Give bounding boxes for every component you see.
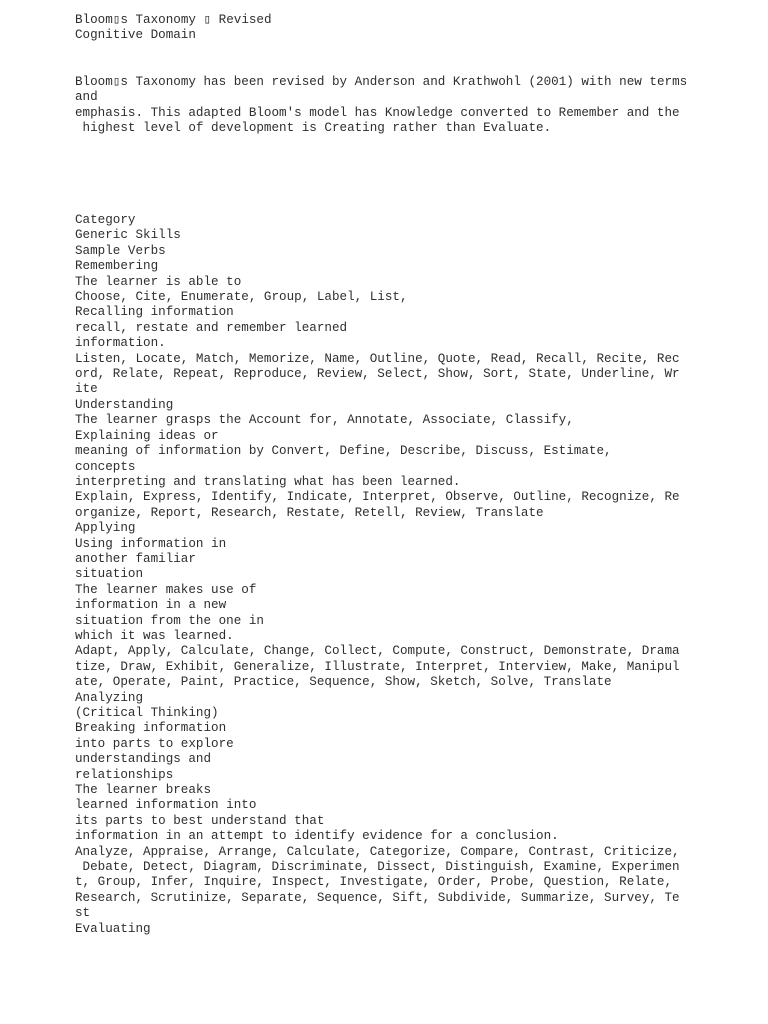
intro-paragraph: Bloom▯s Taxonomy has been revised by Anderson and Krathwohl (2001) with new terms and emphasis. This adapted Bloom's model has Knowledge converted to Remember and the highest level of development is Creating rather than Evaluate. (75, 75, 688, 136)
taxonomy-table-text: Category Generic Skills Sample Verbs Remembering The learner is able to Choose, Cite, Enumerate, Group, Label, List, Recalling information recall, restate and remember learned information. Listen, Locate, Match, Memorize, Name, Outline, Quote, Read, Recall, Recite, Rec ord, Relate, Repeat, Reproduce, Review, Select, Show, Sort, State, Underline, Wr ite Understanding The learner grasps the Account for, Annotate, Associate, Classify, Explaining ideas or meaning of information by Convert, Define, Describe, Discuss, Estimate, concepts interpreting and translating what has been learned. Explain, Express, Identify, Indicate, Interpret, Observe, Outline, Recognize, Re organize, Report, Research, Restate, Retell, Review, Translate Applying Using information in another familiar situation The learner makes use of information in a new situation from the one in which it was learned. Adapt, Apply, Calculate, Change, Collect, Compute, Construct, Demonstrate, Drama tize, Draw, Exhibit, Generalize, Illustrate, Interpret, Interview, Make, Manipul ate, Operate, Paint, Practice, Sequence, Show, Sketch, Solve, Translate Analyzing (Critical Thinking) Breaking information into parts to explore understandings and relationships The learner breaks learned information into its parts to best understand that information in an attempt to identify evidence for a conclusion. Analyze, Appraise, Arrange, Calculate, Categorize, Compare, Contrast, Criticize, Debate, Detect, Diagram, Discriminate, Dissect, Distinguish, Examine, Experimen t, Group, Infer, Inquire, Inspect, Investigate, Order, Probe, Question, Relate, Research, Scrutinize, Separate, Sequence, Sift, Subdivide, Summarize, Survey, Te st Evaluating (75, 213, 680, 936)
document-title: Bloom▯s Taxonomy ▯ Revised Cognitive Domain (75, 13, 272, 43)
